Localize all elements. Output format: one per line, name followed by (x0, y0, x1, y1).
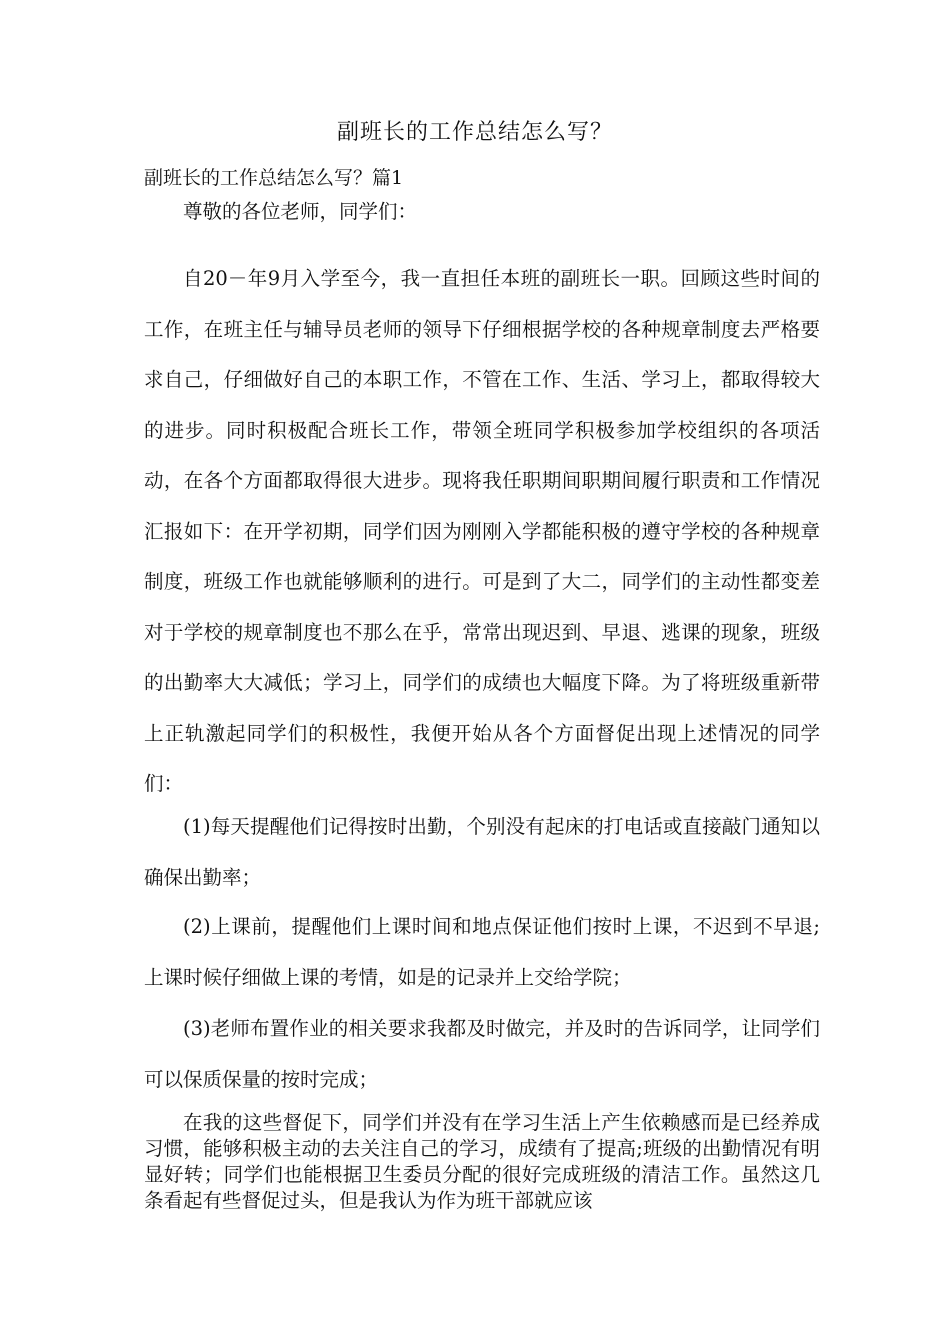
list-item-2: (2)上课前，提醒他们上课时间和地点保证他们按时上课，不迟到不早退;上课时候仔细做上课的考情，如是的记录并上交给学院； (144, 915, 820, 989)
list-item-1: (1)每天提醒他们记得按时出勤，个别没有起床的打电话或直接敲门通知以确保出勤率； (144, 815, 820, 889)
greeting-paragraph: 尊敬的各位老师，同学们： (183, 200, 418, 223)
body-paragraph-1: 自20－年9月入学至今，我一直担任本班的副班长一职。回顾这些时间的工作，在班主任与辅导员老师的领导下仔细根据学校的各种规章制度去严格要求自己，仔细做好自己的本职工作，不管在工作、生活、学习上，都取得较大的进步。同时积极配合班长工作，带领全班同学积极参加学校组织的各项活动，在各个方面都取得很大进步。现将我任职期间职期间履行职责和工作情况汇报如下：在开学初期，同学们因为刚刚入学都能积极的遵守学校的各种规章制度，班级工作也就能够顺利的进行。可是到了大二，同学们的主动性都变差对于学校的规章制度也不那么在乎，常常出现迟到、早退、逃课的现象，班级的出勤率大大减低；学习上，同学们的成绩也大幅度下降。为了将班级重新带上正轨激起同学们的积极性，我便开始从各个方面督促出现上述情况的同学们： (144, 267, 820, 795)
body-paragraph-2: 在我的这些督促下，同学们并没有在学习生活上产生依赖感而是已经养成习惯，能够积极主动的去关注自己的学习，成绩有了提高;班级的出勤情况有明显好转；同学们也能根据卫生委员分配的很好完成班级的清洁工作。虽然这几条看起有些督促过头，但是我认为作为班干部就应该 (144, 1111, 820, 1212)
document-title: 副班长的工作总结怎么写？ (336, 120, 613, 145)
list-item-3: (3)老师布置作业的相关要求我都及时做完，并及时的告诉同学，让同学们可以保质保量的按时完成； (144, 1017, 820, 1091)
document-subtitle: 副班长的工作总结怎么写？篇1 (144, 167, 404, 189)
